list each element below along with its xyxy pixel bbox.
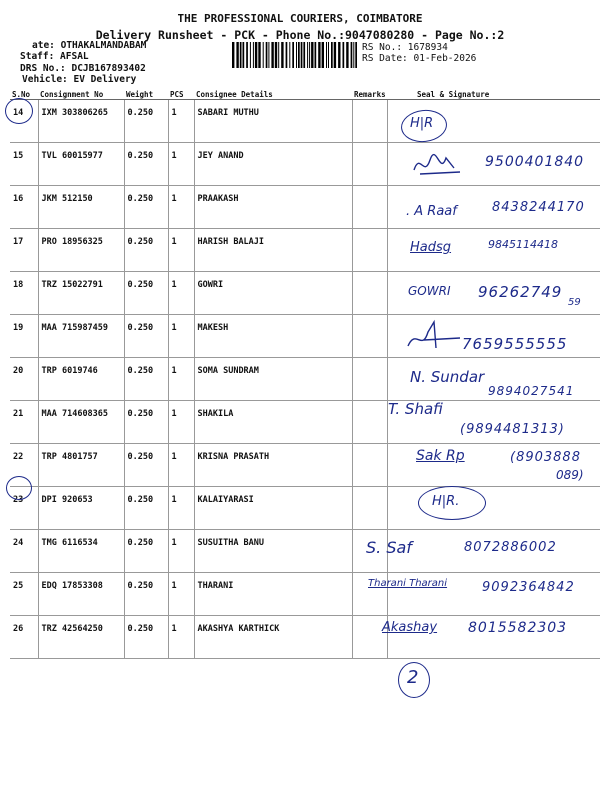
- consignee-cell: SUSUITHA BANU: [194, 530, 352, 573]
- barcode-bar: [246, 42, 248, 68]
- sno-cell: 26: [10, 616, 38, 659]
- consignee-cell: HARISH BALAJI: [194, 229, 352, 272]
- consignment-cell: TRP 4801757: [38, 444, 124, 487]
- consignment-cell: TMG 6116534: [38, 530, 124, 573]
- pcs-cell: 1: [168, 573, 194, 616]
- pcs-cell: 1: [168, 358, 194, 401]
- remarks-cell: [352, 315, 387, 358]
- handwritten-phone: 7659555555: [462, 335, 568, 353]
- handwritten-signature: T. Shafi: [388, 400, 443, 418]
- barcode-bar: [334, 42, 336, 68]
- pcs-cell: 1: [168, 272, 194, 315]
- pcs-cell: 1: [168, 229, 194, 272]
- remarks-cell: [352, 272, 387, 315]
- barcode-bar: [315, 42, 317, 68]
- table-row: [10, 100, 600, 143]
- barcode-bar: [286, 42, 288, 68]
- weight-cell: 0.250: [124, 573, 168, 616]
- barcode-bar: [250, 42, 251, 68]
- sno-cell: 25: [10, 573, 38, 616]
- sno-cell: 19: [10, 315, 38, 358]
- remarks-cell: [352, 143, 387, 186]
- barcode-bar: [258, 42, 260, 68]
- barcode-bar: [236, 42, 238, 68]
- weight-cell: 0.250: [124, 315, 168, 358]
- sno-circle-mark: [5, 98, 33, 124]
- remarks-cell: [352, 487, 387, 530]
- signature-scribble: [410, 148, 470, 184]
- barcode-bar: [266, 42, 268, 68]
- consignment-cell: TRZ 15022791: [38, 272, 124, 315]
- column-header: Remarks: [354, 89, 386, 99]
- handwritten-phone: (8903888: [510, 450, 581, 465]
- sno-cell: 23: [10, 487, 38, 530]
- sno-cell: 20: [10, 358, 38, 401]
- weight-cell: 0.250: [124, 358, 168, 401]
- weight-cell: 0.250: [124, 444, 168, 487]
- barcode-bar: [318, 42, 320, 68]
- remarks-cell: [352, 444, 387, 487]
- consignment-cell: TRZ 42564250: [38, 616, 124, 659]
- handwritten-phone: 9845114418: [488, 238, 558, 251]
- barcode-bar: [351, 42, 353, 68]
- pcs-cell: 1: [168, 530, 194, 573]
- table-row: [10, 487, 600, 530]
- remarks-cell: [352, 358, 387, 401]
- barcode-bar: [268, 42, 269, 68]
- sno-circle-mark: [6, 476, 32, 500]
- weight-cell: 0.250: [124, 229, 168, 272]
- handwritten-signature: GOWRI: [408, 284, 451, 298]
- consignee-cell: AKASHYA KARTHICK: [194, 616, 352, 659]
- pcs-cell: 1: [168, 186, 194, 229]
- handwritten-phone: 9500401840: [485, 154, 585, 170]
- staff-label: Staff: AFSAL: [20, 51, 89, 62]
- sno-cell: 16: [10, 186, 38, 229]
- handwritten-signature: Hadsg: [410, 240, 452, 255]
- handwritten-signature: N. Sundar: [410, 368, 485, 386]
- consignee-cell: SABARI MUTHU: [194, 100, 352, 143]
- drs-number: DRS No.: DCJB167893402: [20, 63, 146, 74]
- handwritten-phone: (9894481313): [460, 422, 565, 437]
- weight-cell: 0.250: [124, 143, 168, 186]
- route-label: ate: OTHAKALMANDABAM: [32, 40, 147, 51]
- sno-cell: 18: [10, 272, 38, 315]
- sno-cell: 17: [10, 229, 38, 272]
- table-header-row: [10, 89, 600, 100]
- weight-cell: 0.250: [124, 401, 168, 444]
- rs-number: RS No.: 1678934: [362, 42, 448, 53]
- barcode-bar: [307, 42, 308, 68]
- consignment-cell: JKM 512150: [38, 186, 124, 229]
- barcode-bar: [328, 42, 329, 68]
- barcode-bar: [240, 42, 242, 68]
- barcode-bar: [243, 42, 245, 68]
- barcode-image: [232, 42, 357, 68]
- pcs-cell: 1: [168, 616, 194, 659]
- pcs-cell: 1: [168, 100, 194, 143]
- barcode-bar: [303, 42, 305, 68]
- barcode-bar: [331, 42, 333, 68]
- weight-cell: 0.250: [124, 272, 168, 315]
- barcode-bar: [309, 42, 310, 68]
- pcs-cell: 1: [168, 315, 194, 358]
- barcode-bar: [311, 42, 313, 68]
- rs-date: RS Date: 01-Feb-2026: [362, 53, 477, 64]
- pcs-cell: 1: [168, 487, 194, 530]
- signature-scribble: [404, 318, 464, 356]
- handwritten-signature: Tharani Tharani: [368, 578, 448, 589]
- sno-cell: 14: [10, 100, 38, 143]
- document-title: THE PROFESSIONAL COURIERS, COIMBATORE: [177, 12, 423, 25]
- remarks-cell: [352, 100, 387, 143]
- handwritten-signature: Akashay: [382, 620, 438, 635]
- handwritten-signature: S. Saf: [366, 538, 412, 557]
- sno-cell: 21: [10, 401, 38, 444]
- consignment-cell: MAA 715987459: [38, 315, 124, 358]
- sno-cell: 24: [10, 530, 38, 573]
- consignee-cell: KRISNA PRASATH: [194, 444, 352, 487]
- handwritten-phone: 8438244170: [492, 200, 585, 215]
- consignee-cell: KALAIYARASI: [194, 487, 352, 530]
- handwritten-signature: . A Raaf: [406, 204, 457, 219]
- consignee-cell: SOMA SUNDRAM: [194, 358, 352, 401]
- consignee-cell: JEY ANAND: [194, 143, 352, 186]
- weight-cell: 0.250: [124, 616, 168, 659]
- handwritten-phone: 9894027541: [488, 384, 575, 398]
- barcode-bar: [346, 42, 348, 68]
- handwritten-phone: 8015582303: [468, 620, 568, 636]
- handwritten-signature: Sak Rp: [416, 448, 465, 464]
- barcode-bar: [338, 42, 340, 68]
- weight-cell: 0.250: [124, 186, 168, 229]
- barcode-bar: [275, 42, 277, 68]
- handwritten-phone: 96262749: [478, 283, 563, 301]
- barcode-bar: [298, 42, 300, 68]
- weight-cell: 0.250: [124, 530, 168, 573]
- column-header: Consignee Details: [194, 89, 352, 100]
- barcode-bar: [326, 42, 327, 68]
- pcs-cell: 1: [168, 401, 194, 444]
- consignment-cell: MAA 714608365: [38, 401, 124, 444]
- barcode-bar: [263, 42, 264, 68]
- remarks-cell: [352, 229, 387, 272]
- barcode-bar: [232, 42, 234, 68]
- vehicle-label: Vehicle: EV Delivery: [22, 74, 137, 85]
- consignment-cell: IXM 303806265: [38, 100, 124, 143]
- consignee-cell: SHAKILA: [194, 401, 352, 444]
- barcode-bar: [281, 42, 283, 68]
- consignment-cell: PRO 18956325: [38, 229, 124, 272]
- consignment-cell: EDQ 17853308: [38, 573, 124, 616]
- weight-cell: 0.250: [124, 487, 168, 530]
- consignee-cell: GOWRI: [194, 272, 352, 315]
- barcode-bar: [301, 42, 303, 68]
- barcode-bar: [343, 42, 345, 68]
- runsheet-table: [10, 89, 600, 659]
- column-header: Weight: [124, 89, 168, 100]
- barcode-bar: [289, 42, 290, 68]
- barcode-bar: [271, 42, 273, 68]
- pcs-cell: 1: [168, 143, 194, 186]
- runsheet-subtitle: Delivery Runsheet - PCK - Phone No.:9047080280 - Page No.:2: [95, 28, 505, 42]
- barcode-bar: [278, 42, 279, 68]
- handwritten-phone: 9092364842: [482, 580, 575, 595]
- barcode-bar: [253, 42, 254, 68]
- barcode-bar: [296, 42, 297, 68]
- barcode-bar: [322, 42, 324, 68]
- sno-cell: 22: [10, 444, 38, 487]
- column-header: PCS: [168, 89, 194, 100]
- handwritten-phone-suffix: 089): [556, 468, 584, 482]
- consignment-cell: TRP 6019746: [38, 358, 124, 401]
- handwritten-phone: 8072886002: [464, 540, 557, 555]
- hlr-mark: H|R.: [432, 494, 460, 509]
- pcs-cell: 1: [168, 444, 194, 487]
- consignee-cell: THARANI: [194, 573, 352, 616]
- handwritten-phone-suffix: 59: [568, 297, 581, 308]
- barcode-bar: [255, 42, 257, 68]
- weight-cell: 0.250: [124, 100, 168, 143]
- hlr-mark: H|R: [410, 116, 434, 131]
- handwritten-page-number: 2: [407, 667, 419, 688]
- consignment-cell: TVL 60015977: [38, 143, 124, 186]
- barcode-bar: [292, 42, 294, 68]
- consignee-cell: MAKESH: [194, 315, 352, 358]
- consignee-cell: PRAAKASH: [194, 186, 352, 229]
- barcode-bar: [353, 42, 354, 68]
- column-header: Seal & Signature: [387, 89, 600, 100]
- barcode-bar: [355, 42, 357, 68]
- column-header: S.No: [10, 89, 38, 100]
- sno-cell: 15: [10, 143, 38, 186]
- remarks-cell: [352, 401, 387, 444]
- remarks-cell: [352, 186, 387, 229]
- consignment-cell: DPI 920653: [38, 487, 124, 530]
- column-header: Consignment No: [38, 89, 124, 100]
